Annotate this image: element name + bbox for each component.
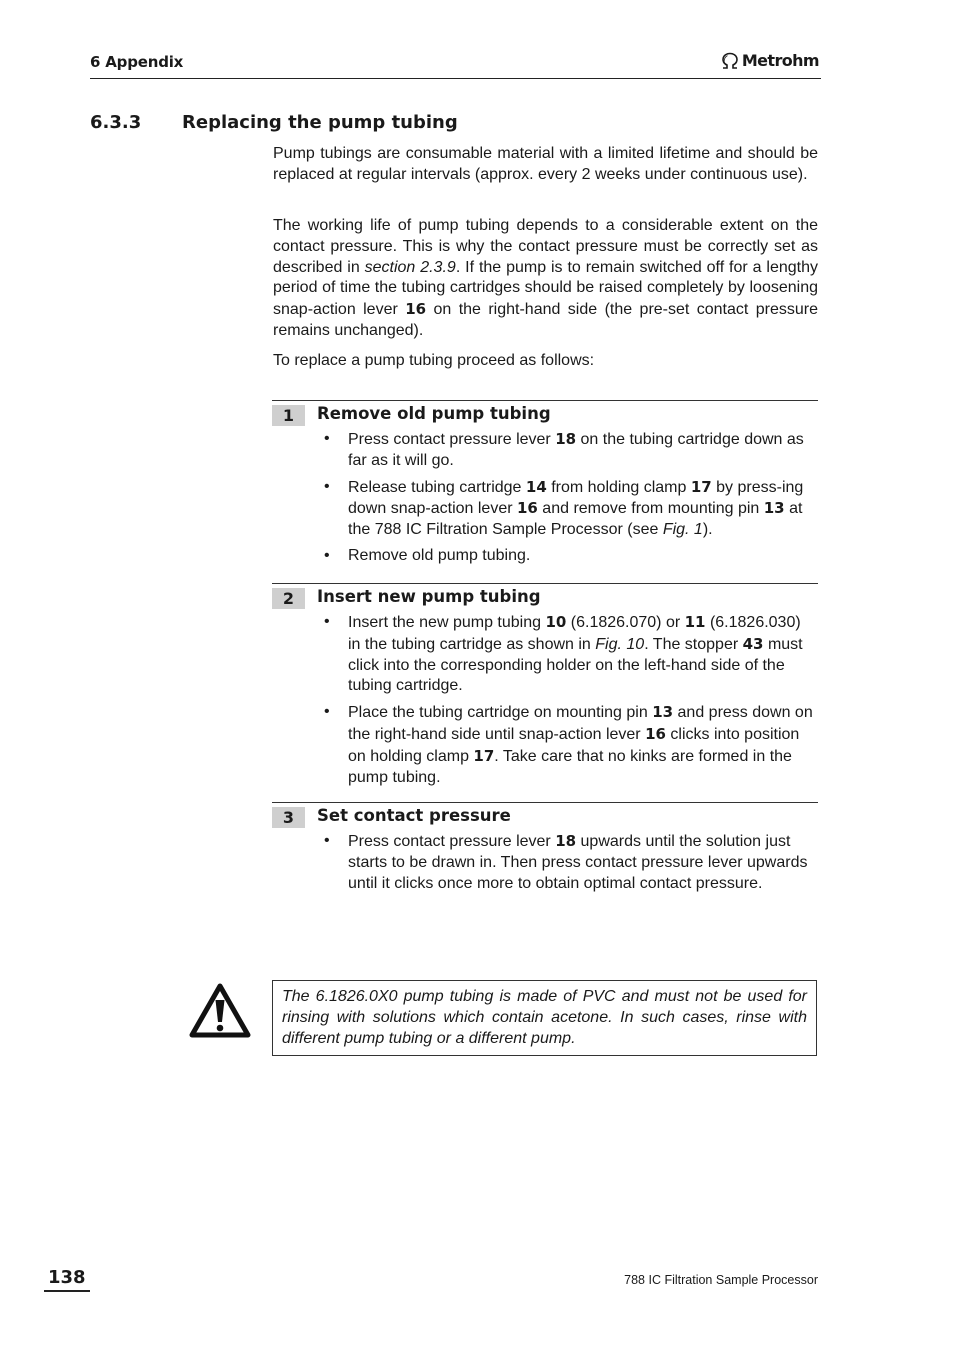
paragraph-text: To replace a pump tubing proceed as follows: <box>273 352 595 369</box>
list-item: • Press contact pressure lever 18 upwards until the solution just starts to be drawn in. Then press contact pressure lever upwards until it clicks once more to obtain optimal contact pressure. <box>320 831 817 894</box>
list-item: • Place the tubing cartridge on mounting pin 13 and press down on the right-hand side until snap-action lever 16 clicks into position on holding clamp 17. Take care that no kinks are formed in the pump tubing. <box>320 702 817 788</box>
list-item: • Release tubing cartridge 14 from holding clamp 17 by press-ing down snap-action lever 16 and remove from mounting pin 13 at the 788 IC Filtration Sample Processor (see Fig. 1). <box>320 477 817 541</box>
paragraph-text: Pump tubings are consumable material with a limited lifetime and should be replaced at regular intervals (approx. every 2 weeks under continuous use). <box>273 145 818 183</box>
omega-icon <box>720 52 740 70</box>
part-number: 18 <box>555 832 577 850</box>
part-number: 14 <box>525 477 547 496</box>
step-list <box>320 429 817 572</box>
section-number: 6.3.3 <box>90 112 142 133</box>
figure-reference: Fig. 1 <box>662 521 703 539</box>
chapter-label: 6 Appendix <box>90 53 184 71</box>
paragraph-proceed <box>273 351 818 372</box>
part-number: 13 <box>763 499 785 518</box>
step-number: 3 <box>272 807 305 828</box>
step-number: 2 <box>272 588 305 609</box>
step-number: 1 <box>272 405 305 426</box>
section-reference: section 2.3.9 <box>364 258 456 276</box>
step-3 <box>272 802 818 892</box>
part-number: 18 <box>555 430 577 448</box>
page-number: 138 <box>44 1267 90 1292</box>
part-number: 16 <box>645 724 666 743</box>
part-number: 16 <box>405 300 427 319</box>
part-number: 17 <box>473 746 495 765</box>
list-item: • Press contact pressure lever 18 on the tubing cartridge down as far as it will go. <box>320 429 817 472</box>
step-list <box>320 612 817 793</box>
page-header <box>90 50 821 79</box>
figure-reference: Fig. 10 <box>595 635 645 653</box>
part-number: 10 <box>545 613 567 631</box>
list-item: • Remove old pump tubing. <box>320 546 817 567</box>
step-title: Insert new pump tubing <box>317 587 541 606</box>
paragraph-text: . If the pump is to remain switched off for a lengthy period of time the tubing cartridges should be raised completely by loosening snap-action lever <box>273 258 819 319</box>
paragraph-text: The working life of pump tubing depends to a considerable extent on the contact pressure. This is why the contact pressure must be correctly set as described in <box>273 217 818 276</box>
footer-product-name: 788 IC Filtration Sample Processor <box>624 1273 818 1287</box>
step-2 <box>272 583 818 786</box>
paragraph-contact-pressure <box>273 216 818 342</box>
logo-text: Metrohm <box>741 51 819 70</box>
step-title: Remove old pump tubing <box>317 404 551 423</box>
part-number: 16 <box>516 499 538 518</box>
step-list <box>320 831 817 899</box>
warning-note: The 6.1826.0X0 pump tubing is made of PVC and must not be used for rinsing with solutions which contain acetone. In such cases, rinse with different pump tubing or a different pump. <box>272 980 817 1056</box>
warning-triangle-icon <box>189 983 251 1039</box>
part-number: 17 <box>690 477 712 496</box>
part-number: 43 <box>742 634 764 653</box>
paragraph-intro <box>273 144 818 186</box>
brand-logo <box>720 51 819 70</box>
section-title: Replacing the pump tubing <box>182 112 458 133</box>
step-title: Set contact pressure <box>317 806 511 825</box>
part-number: 11 <box>684 613 706 631</box>
paragraph-text: on the right-hand side (the pre-set contact pressure remains unchanged). <box>273 301 818 339</box>
list-item: • Insert the new pump tubing 10 (6.1826.070) or 11 (6.1826.030) in the tubing cartridge as shown in Fig. 10. The stopper 43 must click into the corresponding holder on the left-hand side of the tubing cartridge. <box>320 612 817 697</box>
step-1 <box>272 400 818 564</box>
part-number: 13 <box>652 703 674 722</box>
